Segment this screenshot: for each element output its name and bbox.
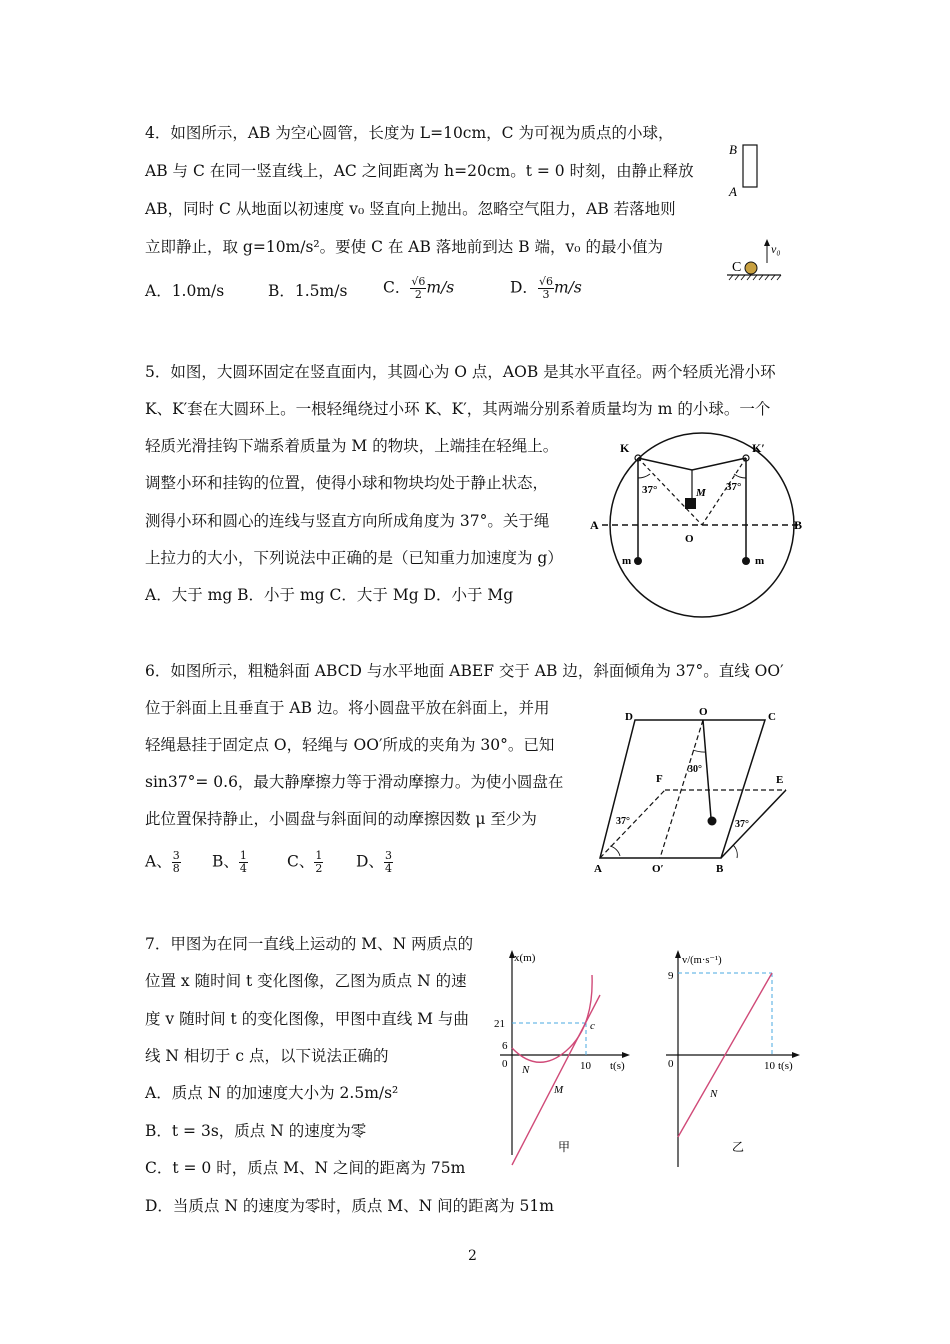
yi-caption: 乙 — [732, 1140, 745, 1154]
q6-choice-a-prefix: A、 — [145, 852, 172, 871]
q7-line-1: 7．甲图为在同一直线上运动的 M、N 两质点的 — [145, 935, 474, 953]
angle37a-arc — [610, 846, 620, 856]
q4-choice-b: B．1.5m/s — [268, 282, 348, 300]
q6-line-1: 6．如图所示，粗糙斜面 ABCD 与水平地面 ABEF 交于 AB 边，斜面倾角为 37°。直线 OO′ — [145, 662, 784, 680]
rope-o — [703, 720, 711, 818]
yi-origin: 0 — [668, 1058, 674, 1070]
q7-line-2: 位置 x 随时间 t 变化图像，乙图为质点 N 的速 — [145, 972, 467, 990]
jia-label-c: c — [590, 1020, 595, 1032]
yi-tick-10: 10 — [764, 1060, 775, 1072]
q6-choice-d — [356, 850, 393, 875]
q6-choice-d-num: 3 — [384, 849, 392, 862]
tube-ab — [743, 145, 757, 187]
jia-tick-10: 10 — [580, 1060, 591, 1072]
q4-choice-c-num: √6 — [411, 275, 426, 288]
q4-label-a: A — [729, 184, 737, 199]
q7-line-4: 线 N 相切于 c 点，以下说法正确的 — [145, 1047, 389, 1065]
q6-label-o: O — [699, 706, 708, 718]
q6-choice-a-fraction — [172, 850, 181, 875]
yi-xlabel: t(s) — [778, 1060, 793, 1072]
page-number: 2 — [468, 1248, 477, 1264]
rope-top — [638, 458, 746, 470]
ball-left — [634, 557, 642, 565]
jia-xlabel: t(s) — [610, 1060, 625, 1072]
q5-label-o: O — [685, 533, 694, 545]
q4-choice-d-unit: m/s — [553, 278, 582, 297]
angle-arc-right — [734, 474, 746, 478]
block-m — [685, 498, 696, 509]
q4-line-1: 4．如图所示，AB 为空心圆管，长度为 L=10cm，C 为可视为质点的小球， — [145, 124, 674, 142]
jia-caption: 甲 — [558, 1140, 571, 1154]
q7-choice-c: C．t = 0 时，质点 M、N 之间的距离为 75m — [145, 1159, 466, 1177]
q6-label-c: C — [768, 711, 776, 723]
q5-line-5: 测得小环和圆心的连线与竖直方向所成角度为 37°。关于绳 — [145, 512, 550, 530]
q6-figure — [590, 700, 815, 880]
angle30-arc — [693, 750, 706, 752]
q6-choice-b — [212, 850, 248, 875]
q4-choice-d — [510, 276, 582, 301]
yi-tick-9: 9 — [668, 970, 674, 982]
jia-tick-6: 6 — [502, 1040, 508, 1052]
jia-label-m: M — [554, 1084, 564, 1096]
q5-label-k2: K′ — [752, 441, 765, 455]
q6-choice-c-num: 1 — [315, 849, 323, 862]
q6-line-3: 轻绳悬挂于固定点 O，轻绳与 OO′所成的夹角为 30°。已知 — [145, 736, 555, 754]
q4-choice-c — [383, 276, 454, 301]
q6-choice-c-prefix: C、 — [287, 852, 315, 871]
q6-label-o2: O′ — [652, 863, 664, 875]
q6-choice-c-den: 2 — [315, 862, 323, 875]
jia-origin: 0 — [502, 1058, 508, 1070]
q4-choice-d-num: √6 — [538, 275, 553, 288]
q4-choice-c-fraction — [410, 276, 426, 301]
q4-choice-c-unit: m/s — [426, 278, 455, 297]
q5-angle-left: 37° — [642, 484, 658, 496]
q7-choice-b: B．t = 3s，质点 N 的速度为零 — [145, 1122, 367, 1140]
q4-label-v0: v₀ — [771, 242, 781, 256]
q5-label-b: B — [794, 518, 803, 532]
ball-right — [742, 557, 750, 565]
q6-angle37b: 37° — [735, 819, 749, 830]
q6-label-f: F — [656, 773, 663, 785]
q6-angle30: 30° — [688, 764, 702, 775]
q5-figure — [590, 430, 815, 625]
q7-line-3: 度 v 随时间 t 的变化图像，甲图中直线 M 与曲 — [145, 1010, 469, 1028]
disk — [708, 817, 717, 826]
v0-arrowhead — [764, 239, 770, 246]
q6-choice-b-fraction — [239, 850, 248, 875]
angle37b-arc — [733, 845, 737, 858]
q6-choice-c — [287, 850, 323, 875]
q6-angle37a: 37° — [616, 816, 630, 827]
q5-label-k: K — [620, 441, 630, 455]
q7-graph-jia — [490, 945, 640, 1170]
q4-choice-c-den: 2 — [414, 288, 422, 301]
jia-x-arrow — [622, 1052, 630, 1058]
q5-label-m-right: m — [755, 555, 765, 567]
jia-label-n: N — [522, 1064, 530, 1076]
q6-label-b: B — [716, 863, 724, 875]
yi-label-n: N — [710, 1088, 718, 1100]
q5-label-m-big: M — [696, 487, 706, 499]
q6-choice-c-fraction — [314, 850, 323, 875]
q5-line-2: K、K′套在大圆环上。一根轻绳绕过小环 K、K′，其两端分别系着质量均为 m 的小球。一个 — [145, 400, 771, 418]
yi-y-arrow — [675, 950, 681, 958]
angle-arc-left — [638, 474, 650, 478]
q6-choice-d-prefix: D、 — [356, 852, 384, 871]
q6-label-e: E — [776, 774, 784, 786]
q4-choice-d-fraction — [538, 276, 554, 301]
q5-line-6: 上拉力的大小，下列说法中正确的是（已知重力加速度为 g） — [145, 549, 563, 567]
q5-choices: A．大于 mg B．小于 mg C．大于 Mg D．小于 Mg — [145, 586, 514, 604]
edge-af — [600, 790, 665, 858]
edge-eb — [721, 790, 786, 858]
q5-label-a: A — [590, 518, 599, 532]
q6-label-d: D — [625, 711, 633, 723]
q6-label-a: A — [594, 863, 602, 875]
q4-line-4: 立即静止，取 g=10m/s²。要使 C 在 AB 落地前到达 B 端，v₀ 的最小值为 — [145, 238, 663, 256]
q7-choice-a: A．质点 N 的加速度大小为 2.5m/s² — [145, 1084, 399, 1102]
q4-choice-c-prefix: C． — [383, 278, 411, 297]
q6-choice-a-num: 3 — [172, 849, 180, 862]
q5-line-4: 调整小环和挂钩的位置，使得小球和物块均处于静止状态， — [145, 474, 549, 492]
q6-choice-d-fraction — [384, 850, 393, 875]
q7-graph-yi — [660, 945, 810, 1170]
q6-line-2: 位于斜面上且垂直于 AB 边。将小圆盘平放在斜面上，并用 — [145, 699, 550, 717]
q4-label-c: C — [732, 260, 742, 275]
yi-ylabel: v/(m·s⁻¹) — [682, 955, 722, 966]
q6-line-5: 此位置保持静止，小圆盘与斜面间的动摩擦因数 μ 至少为 — [145, 810, 537, 828]
q4-line-2: AB 与 C 在同一竖直线上，AC 之间距离为 h=20cm。t = 0 时刻，由静止释放 — [145, 162, 694, 180]
q4-label-b: B — [729, 142, 737, 157]
ball-c — [745, 262, 757, 274]
q6-choice-a — [145, 850, 181, 875]
jia-ylabel: x(m) — [514, 952, 536, 964]
q4-choice-d-den: 3 — [542, 288, 550, 301]
jia-curve-n — [512, 975, 592, 1062]
q4-figure — [715, 135, 795, 290]
q6-choice-b-num: 1 — [239, 849, 247, 862]
q6-line-4: sin37°= 0.6，最大静摩擦力等于滑动摩擦力。为使小圆盘在 — [145, 773, 564, 791]
q6-choice-b-den: 4 — [239, 862, 247, 875]
jia-tick-21: 21 — [494, 1018, 505, 1030]
q4-choice-d-prefix: D． — [510, 278, 538, 297]
q4-choice-a: A．1.0m/s — [145, 282, 225, 300]
ground-hatch — [729, 275, 781, 280]
q5-line-1: 5．如图，大圆环固定在竖直面内，其圆心为 O 点，AOB 是其水平直径。两个轻质光滑小环 — [145, 363, 776, 381]
q5-angle-right: 37° — [726, 481, 742, 493]
q6-choice-d-den: 4 — [384, 862, 392, 875]
yi-x-arrow — [792, 1052, 800, 1058]
line-oo2 — [660, 720, 703, 858]
q7-choice-d: D．当质点 N 的速度为零时，质点 M、N 间的距离为 51m — [145, 1197, 554, 1215]
q6-choice-b-prefix: B、 — [212, 852, 239, 871]
q5-line-3: 轻质光滑挂钩下端系着质量为 M 的物块，上端挂在轻绳上。 — [145, 437, 559, 455]
q4-line-3: AB，同时 C 从地面以初速度 v₀ 竖直向上抛出。忽略空气阻力，AB 若落地则 — [145, 200, 676, 218]
q6-choice-a-den: 8 — [172, 862, 180, 875]
q5-label-m-left: m — [622, 555, 632, 567]
